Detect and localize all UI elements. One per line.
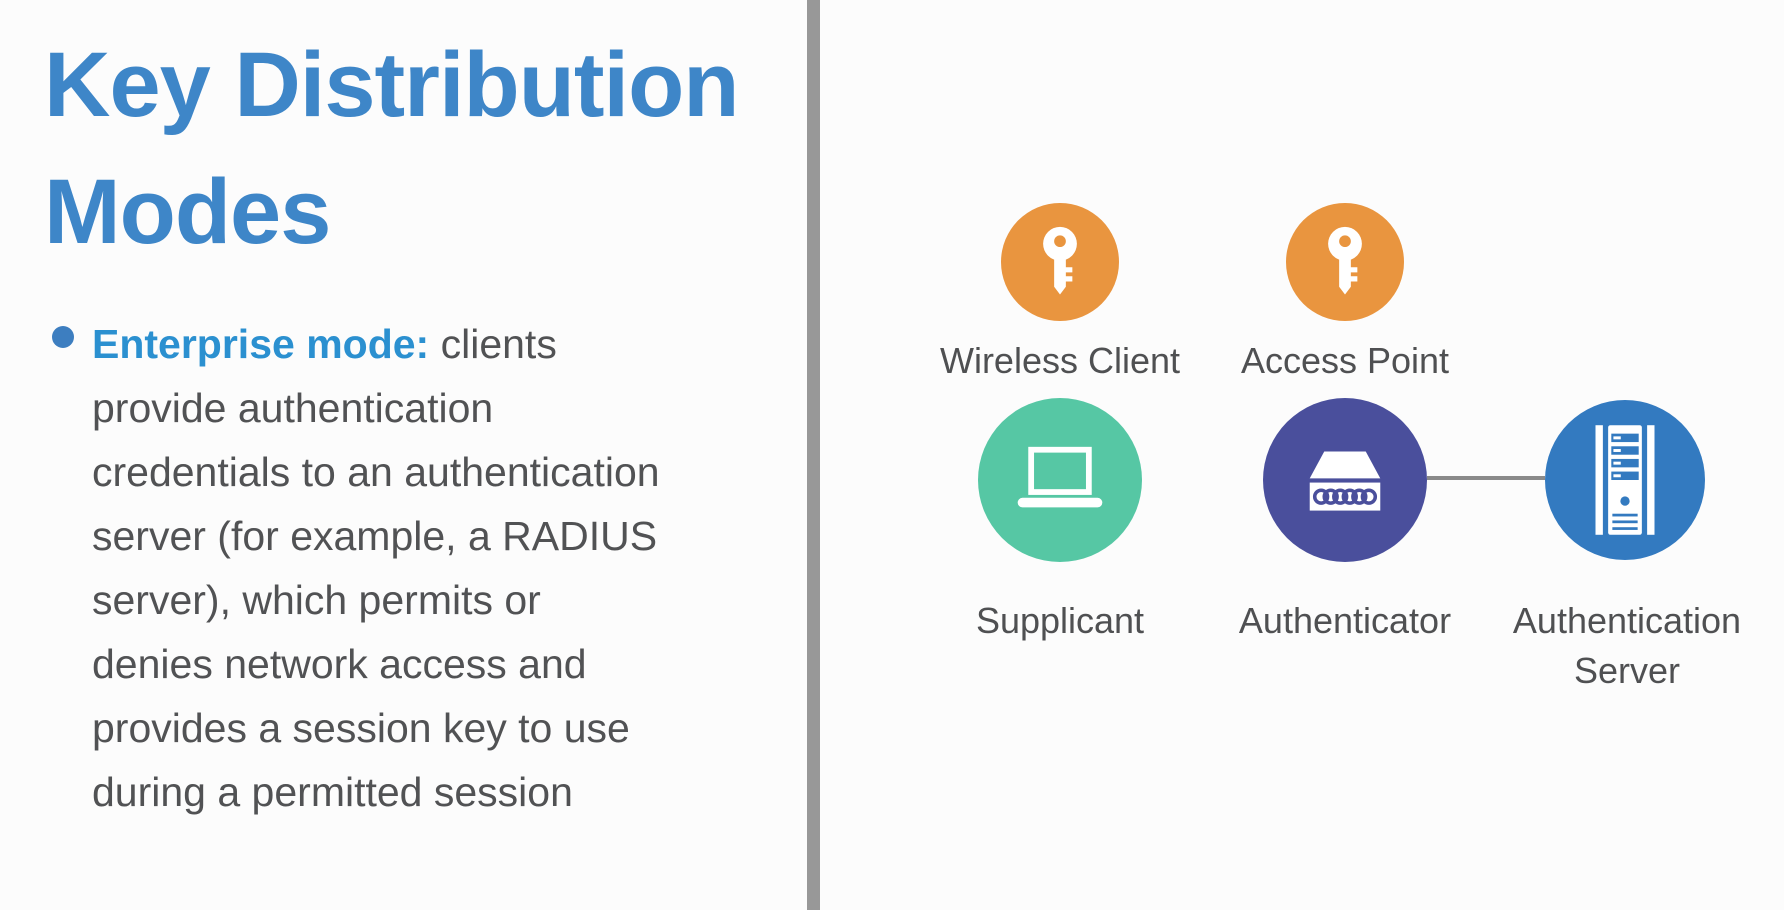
node-access-point bbox=[1286, 203, 1404, 321]
bullet-dot bbox=[52, 326, 74, 348]
node-label-wireless-client: Wireless Client bbox=[939, 340, 1181, 381]
page-title: Key Distribution Modes bbox=[44, 34, 739, 263]
bullet-point bbox=[52, 312, 672, 824]
bullet-text: clients provide authentication credentials to an authentication server (for example, a RADIUS server), which permits or denies network access and provides a session key to use during a permitted session bbox=[92, 321, 660, 815]
panel-divider bbox=[807, 0, 820, 910]
node-wireless-client bbox=[1001, 203, 1119, 321]
bullet-text-block bbox=[92, 312, 672, 824]
node-label-access-point: Access Point bbox=[1240, 340, 1450, 381]
key-icon bbox=[1034, 225, 1086, 299]
node-label-authentication-server: Authentication Server bbox=[1512, 600, 1742, 691]
key-icon bbox=[1319, 225, 1371, 299]
node-supplicant bbox=[978, 398, 1142, 562]
node-authenticator bbox=[1263, 398, 1427, 562]
node-label-supplicant: Supplicant bbox=[975, 600, 1145, 641]
network-switch-icon bbox=[1291, 439, 1399, 522]
node-label-authenticator: Authenticator bbox=[1238, 600, 1452, 641]
server-icon bbox=[1589, 421, 1661, 539]
node-authentication-server bbox=[1545, 400, 1705, 560]
laptop-icon bbox=[1010, 442, 1110, 519]
authenticator-to-server-connector bbox=[1427, 476, 1545, 480]
bullet-lead: Enterprise mode: bbox=[92, 321, 430, 367]
